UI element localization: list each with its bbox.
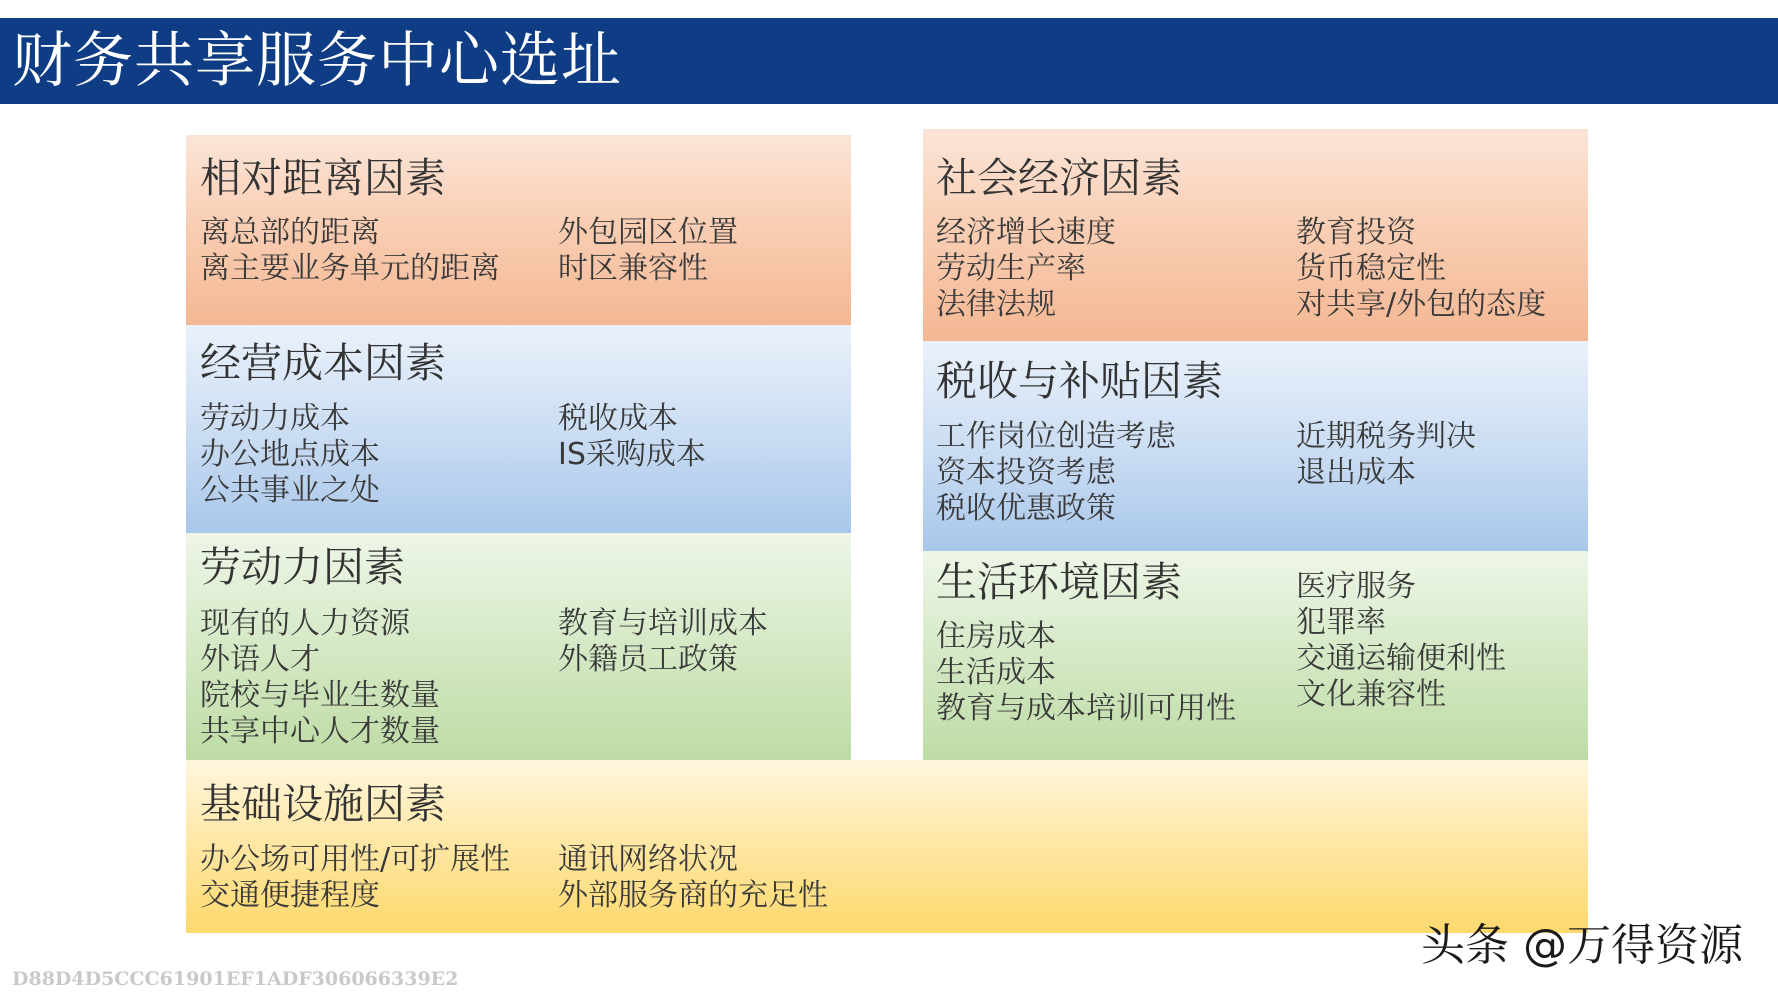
section-infrastructure bbox=[186, 760, 1588, 933]
factor-item: 资本投资考虑 bbox=[936, 455, 1116, 490]
section-title: 劳动力因素 bbox=[200, 543, 405, 591]
section-title: 社会经济因素 bbox=[936, 154, 1182, 202]
section-socio-economic bbox=[923, 129, 1588, 341]
factor-list-left bbox=[936, 619, 1236, 727]
factor-item: 离总部的距离 bbox=[200, 215, 380, 250]
factor-list-right bbox=[558, 401, 706, 473]
factor-list-left bbox=[200, 842, 510, 914]
factor-item: 工作岗位创造考虑 bbox=[936, 419, 1176, 454]
factor-item: 教育与成本培训可用性 bbox=[936, 691, 1236, 726]
factor-item: 生活成本 bbox=[936, 655, 1056, 690]
factor-item: 教育投资 bbox=[1296, 215, 1416, 250]
factor-item: 离主要业务单元的距离 bbox=[200, 251, 500, 286]
factor-item: 住房成本 bbox=[936, 619, 1056, 654]
factor-item: 外籍员工政策 bbox=[558, 642, 738, 677]
source-watermark: 头条 @万得资源 bbox=[1421, 920, 1743, 971]
factor-item: 劳动力成本 bbox=[200, 401, 350, 436]
section-title: 基础设施因素 bbox=[200, 780, 446, 828]
factor-list-left bbox=[200, 401, 380, 509]
factor-item: 通讯网络状况 bbox=[558, 842, 738, 877]
factor-item: 院校与毕业生数量 bbox=[200, 678, 440, 713]
factor-item: 外部服务商的充足性 bbox=[558, 878, 828, 913]
factor-list-left bbox=[200, 606, 440, 750]
section-title: 生活环境因素 bbox=[936, 558, 1182, 606]
section-title: 税收与补贴因素 bbox=[936, 357, 1223, 405]
factor-list-right bbox=[1296, 419, 1476, 491]
section-tax-subsidy bbox=[923, 341, 1588, 551]
factor-list-right bbox=[558, 215, 738, 287]
factor-item: 公共事业之处 bbox=[200, 473, 380, 508]
section-labor bbox=[186, 533, 851, 760]
factor-item: 外语人才 bbox=[200, 642, 320, 677]
section-title: 经营成本因素 bbox=[200, 339, 446, 387]
factor-item: 对共享/外包的态度 bbox=[1296, 287, 1547, 322]
factor-item: 货币稳定性 bbox=[1296, 251, 1446, 286]
factor-item: 医疗服务 bbox=[1296, 569, 1416, 604]
factor-item: 交通便捷程度 bbox=[200, 878, 380, 913]
factor-item: 时区兼容性 bbox=[558, 251, 708, 286]
factor-item: 共享中心人才数量 bbox=[200, 714, 440, 749]
factor-item: 办公场可用性/可扩展性 bbox=[200, 842, 511, 877]
factor-item: 近期税务判决 bbox=[1296, 419, 1476, 454]
section-living-environment bbox=[923, 551, 1588, 760]
factor-item: 现有的人力资源 bbox=[200, 606, 410, 641]
factor-item: 文化兼容性 bbox=[1296, 677, 1446, 712]
factor-list-left bbox=[200, 215, 500, 287]
factor-item: 劳动生产率 bbox=[936, 251, 1086, 286]
section-title: 相对距离因素 bbox=[200, 154, 446, 202]
section-operating-cost bbox=[186, 325, 851, 533]
factor-list-left bbox=[936, 419, 1176, 527]
factor-item: IS采购成本 bbox=[558, 437, 706, 472]
title-bar bbox=[0, 18, 1778, 104]
factor-item: 税收成本 bbox=[558, 401, 678, 436]
factor-item: 犯罪率 bbox=[1296, 605, 1386, 640]
factor-list-left bbox=[936, 215, 1116, 323]
factor-list-right bbox=[558, 606, 768, 678]
hash-code: D88D4D5CCC61901EF1ADF306066339E2 bbox=[12, 968, 459, 990]
factor-item: 经济增长速度 bbox=[936, 215, 1116, 250]
factor-list-right bbox=[558, 842, 828, 914]
page-title: 财务共享服务中心选址 bbox=[12, 26, 622, 96]
factor-item: 交通运输便利性 bbox=[1296, 641, 1506, 676]
factor-item: 外包园区位置 bbox=[558, 215, 738, 250]
factor-item: 办公地点成本 bbox=[200, 437, 380, 472]
factor-item: 法律法规 bbox=[936, 287, 1056, 322]
factor-item: 教育与培训成本 bbox=[558, 606, 768, 641]
factor-list-right bbox=[1296, 569, 1506, 713]
factor-item: 税收优惠政策 bbox=[936, 491, 1116, 526]
factor-list-right bbox=[1296, 215, 1546, 323]
factor-item: 退出成本 bbox=[1296, 455, 1416, 490]
section-relative-distance bbox=[186, 135, 851, 325]
